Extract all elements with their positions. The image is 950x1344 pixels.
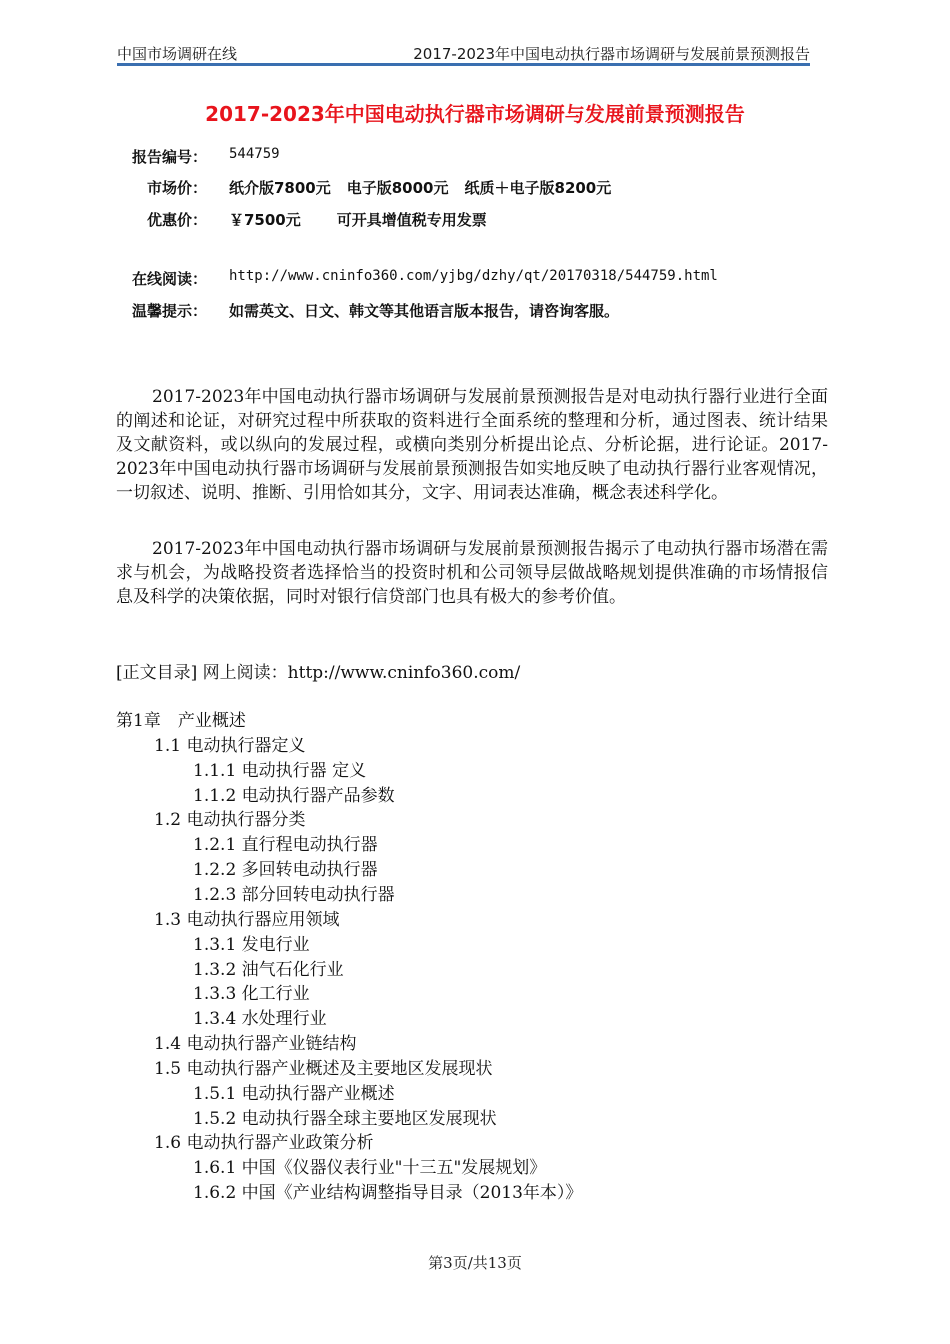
discount-label: 优惠价： (146, 211, 207, 229)
report-number-row (0, 146, 950, 168)
header-divider (117, 63, 810, 66)
toc-subsection[interactable]: 1.3.4 水处理行业 (193, 1009, 327, 1030)
page-title: 2017-2023年中国电动执行器市场调研与发展前景预测报告 (205, 102, 745, 126)
report-number-value: 544759 (229, 146, 280, 162)
toc-subsection[interactable]: 1.6.2 中国《产业结构调整指导目录（2013年本）》 (193, 1183, 583, 1204)
market-price-values (229, 177, 611, 198)
toc-subsection[interactable]: 1.1.2 电动执行器产品参数 (193, 785, 395, 806)
header-report-title: 2017-2023年中国电动执行器市场调研与发展前景预测报告 (413, 45, 810, 63)
header-site-name: 中国市场调研在线 (117, 45, 238, 63)
toc-section[interactable]: 1.6 电动执行器产业政策分析 (154, 1133, 374, 1154)
toc-online-link[interactable]: [正文目录] 网上阅读：http://www.cninfo360.com/ (116, 663, 521, 683)
invoice-note: 可开具增值税专用发票 (336, 211, 487, 229)
toc-subsection[interactable]: 1.2.3 部分回转电动执行器 (193, 884, 395, 905)
toc-subsection[interactable]: 1.3.3 化工行业 (193, 984, 310, 1005)
toc-subsection[interactable]: 1.3.2 油气石化行业 (193, 959, 344, 980)
toc-subsection[interactable]: 1.5.2 电动执行器全球主要地区发展现状 (193, 1108, 497, 1129)
intro-paragraph-2: 2017-2023年中国电动执行器市场调研与发展前景预测报告揭示了电动执行器市场潜在需求与机会，为战略投资者选择恰当的投资时机和公司领导层做战略规划提供准确的市场情报信息及科学的决策依据，同时对银行信贷部门也具有极大的参考价值。 (116, 539, 828, 607)
tip-label: 温馨提示： (131, 302, 207, 320)
market-price-row (0, 177, 950, 199)
toc-subsection[interactable]: 1.3.1 发电行业 (193, 934, 310, 955)
online-read-label: 在线阅读： (131, 270, 207, 288)
paper-price: 纸介版7800元 (229, 179, 331, 197)
electronic-price: 电子版8000元 (346, 179, 449, 197)
online-read-row (0, 268, 950, 290)
tip-row (0, 300, 950, 322)
toc-section[interactable]: 1.4 电动执行器产业链结构 (154, 1034, 357, 1055)
toc-section[interactable]: 1.5 电动执行器产业概述及主要地区发展现状 (154, 1058, 493, 1079)
discount-row (0, 209, 950, 231)
toc-subsection[interactable]: 1.6.1 中国《仪器仪表行业"十三五"发展规划》 (193, 1158, 547, 1179)
page-number: 第3页/共13页 (428, 1254, 522, 1272)
toc-section[interactable]: 1.3 电动执行器应用领域 (154, 909, 340, 930)
online-read-link[interactable]: http://www.cninfo360.com/yjbg/dzhy/qt/20170318/544759.html (229, 268, 718, 284)
toc-subsection[interactable]: 1.5.1 电动执行器产业概述 (193, 1083, 395, 1104)
report-number-label: 报告编号： (131, 148, 207, 166)
toc-section[interactable]: 1.1 电动执行器定义 (154, 735, 306, 756)
combo-price: 纸质＋电子版8200元 (464, 179, 612, 197)
toc-subsection[interactable]: 1.1.1 电动执行器 定义 (193, 760, 367, 781)
toc-subsection[interactable]: 1.2.1 直行程电动执行器 (193, 835, 378, 856)
discount-values (229, 209, 487, 230)
market-price-label: 市场价： (146, 179, 207, 197)
toc-chapter[interactable]: 第1章 产业概述 (116, 711, 246, 731)
toc-subsection[interactable]: 1.2.2 多回转电动执行器 (193, 860, 378, 881)
toc-section[interactable]: 1.2 电动执行器分类 (154, 810, 306, 831)
tip-text: 如需英文、日文、韩文等其他语言版本报告，请咨询客服。 (229, 302, 620, 320)
discount-price: ￥7500元 (229, 211, 301, 229)
intro-paragraph-1: 2017-2023年中国电动执行器市场调研与发展前景预测报告是对电动执行器行业进行全面的阐述和论证，对研究过程中所获取的资料进行全面系统的整理和分析，通过图表、统计结果及文献资料，或以纵向的发展过程，或横向类别分析提出论点、分析论据，进行论证。2017-2023年中国电动执行器市场调研与发展前景预测报告如实地反映了电动执行器行业客观情况，一切叙述、说明、推断、引用恰如其分，文字、用词表达准确，概念表述科学化。 (116, 387, 828, 503)
